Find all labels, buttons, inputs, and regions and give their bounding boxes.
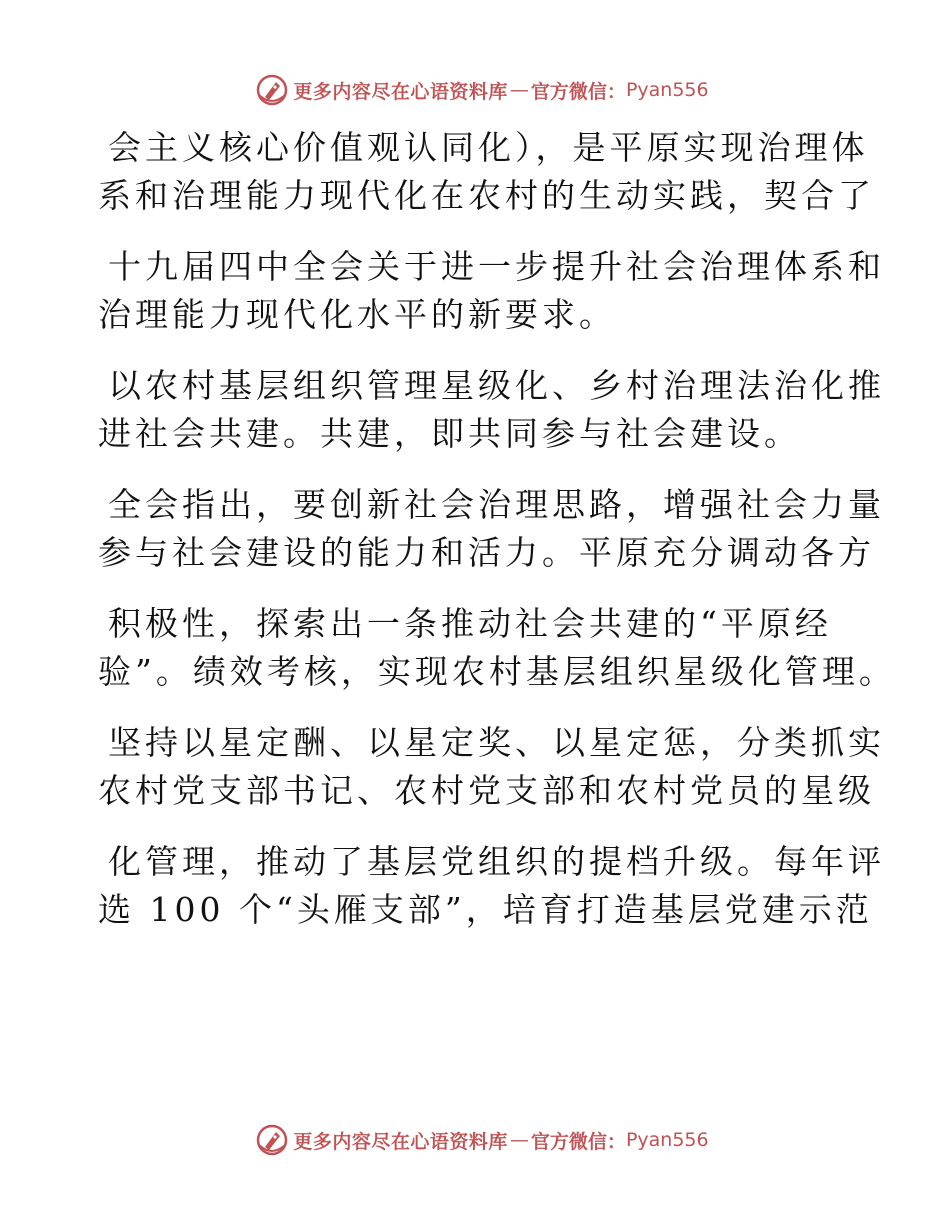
text-line: 全会指出，要创新社会治理思路，增强社会力量 (108, 485, 885, 524)
footer-banner-label: 官方微信： (530, 1130, 626, 1153)
pen-nib-logo-icon (255, 1123, 289, 1157)
footer-wechat-account: Pyan556 (625, 1129, 709, 1151)
document-body (98, 124, 896, 934)
paragraph (98, 124, 875, 220)
footer-banner-text: 更多内容尽在心语资料库 (293, 1130, 508, 1153)
header-banner-separator: — (509, 79, 529, 101)
paragraph (98, 719, 885, 815)
header-banner (0, 68, 950, 112)
text-line: 选 100 个“头雁支部”，培育打造基层党建示范 (98, 890, 873, 929)
pen-nib-logo-icon (255, 73, 289, 107)
text-line: 验”。绩效考核，实现农村基层组织星级化管理。 (98, 652, 896, 691)
text-line: 坚持以星定酬、以星定奖、以星定惩，分类抓实 (108, 723, 885, 762)
text-line: 农村党支部书记、农村党支部和农村党员的星级 (98, 771, 875, 810)
text-line: 十九届四中全会关于进一步提升社会治理体系和 (108, 247, 885, 286)
header-banner-label: 官方微信： (530, 80, 626, 103)
text-line: 进社会共建。共建，即共同参与社会建设。 (98, 414, 801, 453)
header-wechat-account: Pyan556 (625, 79, 709, 101)
footer-banner-separator: — (509, 1129, 529, 1151)
header-banner-text: 更多内容尽在心语资料库 (293, 80, 508, 103)
paragraph (98, 362, 885, 458)
text-line: 参与社会建设的能力和活力。平原充分调动各方 (98, 533, 875, 572)
text-line: 系和治理能力现代化在农村的生动实践，契合了 (98, 176, 875, 215)
text-line: 会主义核心价值观认同化），是平原实现治理体 (108, 128, 869, 167)
paragraph (98, 481, 885, 577)
text-line: 积极性，探索出一条推动社会共建的“平原经 (108, 604, 832, 643)
text-line: 化管理，推动了基层党组织的提档升级。每年评 (108, 842, 885, 881)
footer-banner (0, 1118, 950, 1162)
paragraph (98, 838, 885, 934)
text-line: 治理能力现代化水平的新要求。 (98, 295, 616, 334)
paragraph (98, 243, 885, 339)
paragraph (98, 600, 896, 696)
text-line: 以农村基层组织管理星级化、乡村治理法治化推 (108, 366, 885, 405)
